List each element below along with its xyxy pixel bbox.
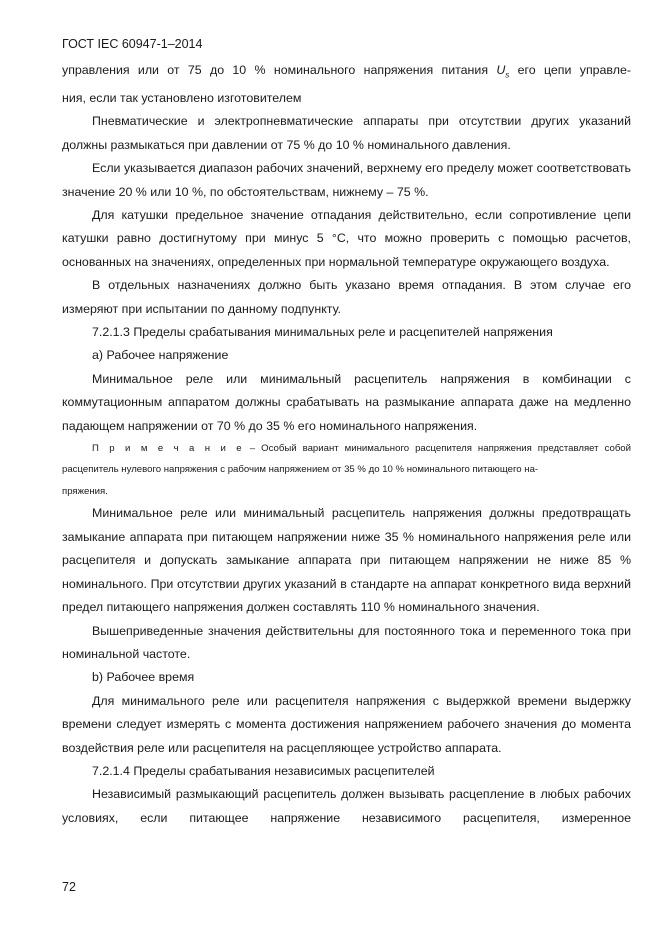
- paragraph-range: Если указывается диапазон рабочих значений, верхнему его пределу может соответствовать значение 20 % или 10 %, по обстоятельствам, нижнему – 75 %.: [62, 161, 631, 199]
- section-heading-7-2-1-4: 7.2.1.4 Пределы срабатывания независимых расцепителей: [92, 763, 435, 778]
- note-line3: пряжения.: [62, 485, 108, 497]
- paragraph-time-delay: Для минимального реле или расцепителя напряжения с выдержкой времени выдержку времени следует измерять с момента достижения напряжением рабочего значения до момента воздействия реле или расцепителя на расцепляющее устройство аппарата.: [62, 693, 631, 755]
- voltage-symbol: $U_s$: [496, 63, 510, 80]
- document-header: ГОСТ IEC 60947-1–2014: [62, 37, 203, 51]
- paragraph-prevent-closing: Минимальное реле или минимальный расцепитель напряжения должны предотвращать замыкание аппарата при питающем напряжении ниже 35 % номинального напряжения реле или расцепителя и допускать замыкание аппарата при питающем напряжении не ниже 85 % номинального. При отсутствии других указаний в стандарте на аппарат конкретного вида верхний предел питающего напряжения должен составлять 110 % номинального значения.: [62, 506, 631, 615]
- paragraph-continued: управления или от 75 до 10 % номинального напряжения питания $U_s$ его цепи управле-: [62, 63, 631, 80]
- paragraph-drop-time: В отдельных назначениях должно быть указано время отпадания. В этом случае его измеряют при испытании по данному подпункту.: [62, 278, 631, 316]
- paragraph-undervoltage-relay: Минимальное реле или минимальный расцепитель напряжения в комбинации с коммутационным аппаратом должны срабатывать на размыкание аппарата даже на медленно падающем напряжении от 70 % до 35 % его номинального напряжения.: [62, 371, 631, 433]
- section-heading-7-2-1-3: 7.2.1.3 Пределы срабатывания минимальных реле и расцепителей напряжения: [92, 324, 553, 339]
- paragraph-pneumatic: Пневматические и электропневматические аппараты при отсутствии других указаний должны размыкаться при давлении от 75 % до 10 % номинального давления.: [62, 114, 631, 152]
- subsection-a-heading: а) Рабочее напряжение: [92, 348, 229, 363]
- paragraph-shunt-release: Независимый размыкающий расцепитель должен вызывать расцепление в любых рабочих условиях, если питающее напряжение независимого расцепителя, измеренное: [62, 787, 631, 825]
- note-line2: расцепитель нулевого напряжения с рабочим напряжением от 35 % до 10 % номинального питающего на-: [62, 464, 539, 476]
- paragraph-coil: Для катушки предельное значение отпадания действительно, если сопротивление цепи катушки равно достигнутому при минус 5 °С, что можно проверить с помощью расчетов, основанных на значениях, определенных при нормальной температуре окружающего воздуха.: [62, 207, 631, 269]
- paragraph-dc-ac: Вышеприведенные значения действительны для постоянного тока и переменного тока при номинальной частоте.: [62, 623, 631, 661]
- note-label: П р и м е ч а н и е: [92, 442, 244, 454]
- note: П р и м е ч а н и е – Особый вариант минимального расцепителя напряжения представляет собой: [92, 442, 632, 454]
- page-number: 72: [62, 880, 76, 894]
- paragraph-continued-line2: ния, если так установлено изготовителем: [62, 90, 302, 105]
- subsection-b-heading: b) Рабочее время: [92, 670, 195, 685]
- document-page: [62, 36, 631, 830]
